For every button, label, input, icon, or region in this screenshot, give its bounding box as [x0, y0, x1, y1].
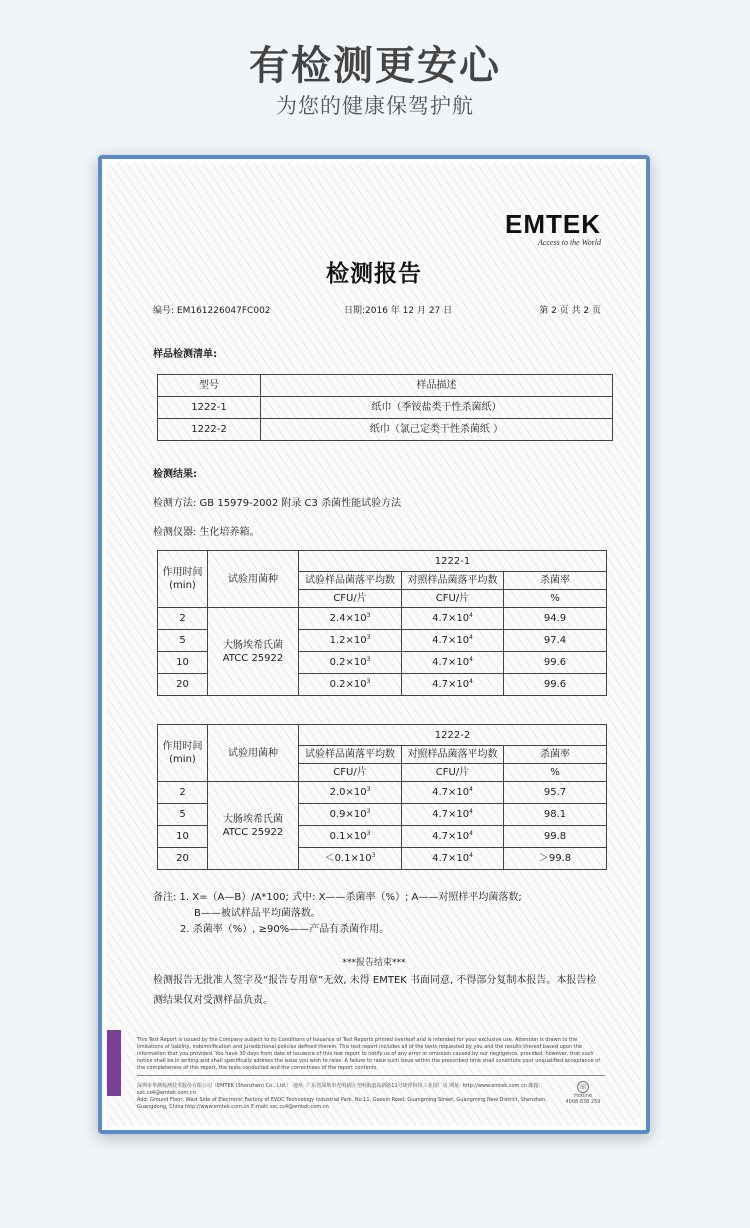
sample-list-heading: 样品检测清单:: [153, 349, 217, 360]
headline: 有检测更安心: [249, 43, 501, 89]
sample-label: 1222-2: [299, 725, 607, 746]
rate-cell: 99.6: [504, 652, 607, 674]
logo-name: EMTEK: [505, 209, 601, 239]
test-instrument: 检测仪器: 生化培养箱。: [153, 527, 260, 538]
time-cell: 20: [158, 674, 208, 696]
result-table-1222-2: [157, 724, 607, 870]
test-count-cell: $<0.1\times 10^3$: [299, 848, 402, 870]
emtek-logo: [505, 209, 601, 247]
unit-cfu: CFU/片: [299, 764, 402, 782]
time-cell: 5: [158, 630, 208, 652]
test-count-cell: $0.9\times 10^3$: [299, 804, 402, 826]
purple-accent-bar: [107, 1030, 121, 1096]
col-time: 作用时间: [162, 567, 203, 578]
footer-line: 深圳市华测检测技术股份有限公司（EMTEK (Shenzhen) Co., Ltd.） 地址: 广东省深圳市光明新区光明街道高新路11号研祥科技工业园厂房 网址: http://www.emtek.com.cn 邮箱: szc.cs4@emtek.com.cn: [137, 1083, 541, 1096]
hotline-number: 4008 838 259: [565, 1099, 601, 1105]
test-method: 检测方法: GB 15979-2002 附录 C3 杀菌性能试验方法: [153, 498, 402, 509]
table-row: [158, 397, 613, 419]
result-table-1222-1: [157, 550, 607, 696]
col-time-unit: (min): [169, 754, 196, 765]
control-count-cell: $4.7\times 10^4$: [402, 674, 504, 696]
strain-name: 大肠埃希氏菌: [223, 639, 283, 651]
time-cell: 10: [158, 826, 208, 848]
note-line: 2. 杀菌率（%）, ≥90%——产品有杀菌作用。: [180, 924, 390, 935]
rate-cell: 99.8: [504, 826, 607, 848]
unit-cfu: CFU/片: [402, 590, 504, 608]
control-count-cell: $4.7\times 10^4$: [402, 608, 504, 630]
note-line: 备注: 1. X=（A—B）/A*100; 式中: X——杀菌率（%）; A——对照样平均菌落数;: [153, 892, 522, 903]
report-number: 编号: EM161226047FC002: [153, 306, 271, 316]
report-date: 日期:2016 年 12 月 27 日: [344, 306, 453, 316]
test-count-cell: $2.0\times 10^3$: [299, 782, 402, 804]
col-test: 试验样品菌落平均数: [299, 746, 402, 764]
hotline: [563, 1081, 603, 1105]
strain-code: ATCC 25922: [222, 826, 284, 838]
time-cell: 10: [158, 652, 208, 674]
strain-code: ATCC 25922: [222, 652, 284, 664]
unit-cfu: CFU/片: [299, 590, 402, 608]
results-heading: 检测结果:: [153, 469, 197, 480]
sample-table-header: 样品描述: [261, 375, 613, 397]
test-count-cell: $1.2\times 10^3$: [299, 630, 402, 652]
report-paper: [107, 163, 641, 1126]
unit-cfu: CFU/片: [402, 764, 504, 782]
col-strain: 试验用菌种: [208, 551, 299, 608]
test-count-cell: $0.2\times 10^3$: [299, 674, 402, 696]
rate-cell: 94.9: [504, 608, 607, 630]
hotline-label: Hotline: [574, 1093, 592, 1099]
time-cell: 2: [158, 608, 208, 630]
control-count-cell: $4.7\times 10^4$: [402, 826, 504, 848]
footer-line: Add: Ground Floor, West Side of Electronic Factory of EVOC Technology Industrial Park, No.11, Gaoxin Road, Guangming Street, Guangming New District, Shenzhen, Guangdong, China http://www.emtek.com.cn E-mail: szc.cs4@emtek.com.cn: [137, 1097, 547, 1110]
control-count-cell: $4.7\times 10^4$: [402, 652, 504, 674]
unit-percent: %: [504, 764, 607, 782]
report-title: 检测报告: [326, 261, 422, 287]
control-count-cell: $4.7\times 10^4$: [402, 848, 504, 870]
rate-cell: 95.7: [504, 782, 607, 804]
col-test: 试验样品菌落平均数: [299, 572, 402, 590]
col-strain: 试验用菌种: [208, 725, 299, 782]
col-rate: 杀菌率: [504, 572, 607, 590]
sample-description: 纸巾（季铵盐类干性杀菌纸）: [261, 397, 613, 419]
sample-model: 1222-1: [158, 397, 261, 419]
sample-table: [157, 374, 613, 441]
test-count-cell: $2.4\times 10^3$: [299, 608, 402, 630]
strain-name: 大肠埃希氏菌: [223, 813, 283, 825]
time-cell: 20: [158, 848, 208, 870]
col-control: 对照样品菌落平均数: [402, 746, 504, 764]
report-disclaimer: 检测报告无批准人签字及“报告专用章”无效, 未得 EMTEK 书面同意, 不得部分复制本报告。本报告检测结果仅对受测样品负责。: [153, 975, 597, 1006]
fine-print: This Test Report is issued by the Company subject to its Conditions of Issuance of Test Reports printed overleaf and is intended for your exclusive use. Attention is drawn to the limitations of liability, indemnification and jurisdictional policies defined therein. This test report includes all of the tests requested by you and the results thereof based upon the information that you provided. You have 30 days from date of issuance of this test report to notify us of any error or omission caused by our negligence, provided, however, that such notice shall be in writing and shall specifically address the issue you wish to raise. A failure to raise such issue within the prescribed time shall constitute your unqualified acceptance of the completeness of this report, the tests conducted and the correctness of the report contents.: [137, 1037, 605, 1076]
rate-cell: 99.6: [504, 674, 607, 696]
control-count-cell: $4.7\times 10^4$: [402, 630, 504, 652]
sample-model: 1222-2: [158, 419, 261, 441]
test-count-cell: $0.1\times 10^3$: [299, 826, 402, 848]
rate-cell: 98.1: [504, 804, 607, 826]
control-count-cell: $4.7\times 10^4$: [402, 804, 504, 826]
col-control: 对照样品菌落平均数: [402, 572, 504, 590]
report-notes: [153, 890, 522, 938]
table-row: [158, 419, 613, 441]
col-rate: 杀菌率: [504, 746, 607, 764]
report-frame: [98, 155, 650, 1134]
company-footer: [137, 1083, 571, 1111]
note-line: B——被试样品平均菌落数。: [194, 908, 321, 919]
subheadline: 为您的健康保驾护航: [276, 94, 474, 118]
col-time: 作用时间: [162, 741, 203, 752]
control-count-cell: $4.7\times 10^4$: [402, 782, 504, 804]
rate-cell: 97.4: [504, 630, 607, 652]
report-page-info: 第 2 页 共 2 页: [539, 306, 601, 316]
phone-icon: ☏: [578, 1083, 588, 1091]
sample-label: 1222-1: [299, 551, 607, 572]
table-row: [158, 608, 607, 630]
report-end-marker: ***报告结束***: [342, 958, 406, 968]
sample-description: 纸巾（氯己定类干性杀菌纸 ）: [261, 419, 613, 441]
time-cell: 2: [158, 782, 208, 804]
table-row: [158, 782, 607, 804]
rate-cell: ＞99.8: [504, 848, 607, 870]
sample-table-header: 型号: [158, 375, 261, 397]
col-time-unit: (min): [169, 580, 196, 591]
time-cell: 5: [158, 804, 208, 826]
test-count-cell: $0.2\times 10^3$: [299, 652, 402, 674]
logo-tagline: Access to the World: [537, 238, 601, 247]
unit-percent: %: [504, 590, 607, 608]
